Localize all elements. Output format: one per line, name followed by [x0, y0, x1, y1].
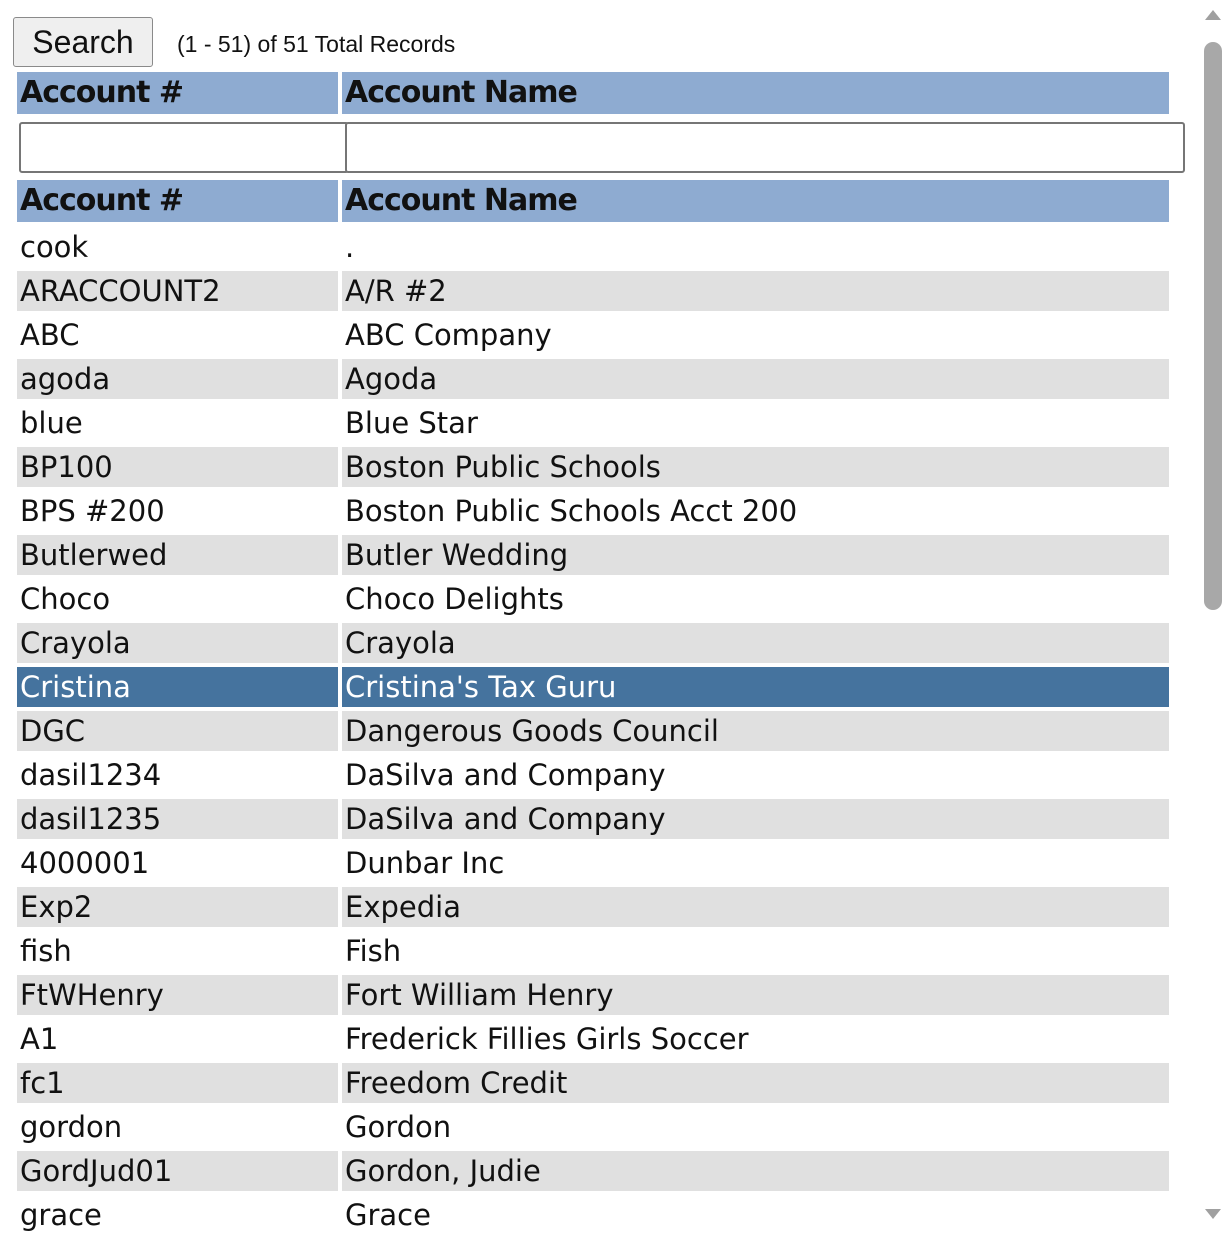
account-number-cell: grace	[20, 1198, 102, 1232]
account-number-cell: dasil1235	[17, 799, 338, 839]
account-name-cell: Dangerous Goods Council	[342, 711, 1169, 751]
vertical-scrollbar[interactable]	[1201, 0, 1225, 1229]
account-name-cell: Butler Wedding	[342, 535, 1169, 575]
table-row-selected[interactable]	[17, 667, 1169, 707]
account-number-cell: fish	[20, 934, 72, 968]
table-row[interactable]	[17, 1107, 1169, 1147]
table-row[interactable]	[17, 403, 1169, 443]
account-name-cell: ABC Company	[345, 318, 552, 352]
table-row[interactable]	[17, 227, 1169, 267]
table-row[interactable]	[17, 887, 1169, 927]
filter-header-account-name[interactable]: Account Name	[342, 72, 1169, 114]
scroll-up-arrow-icon[interactable]	[1205, 10, 1221, 20]
account-number-cell: GordJud01	[17, 1151, 338, 1191]
account-name-cell: Gordon	[345, 1110, 452, 1144]
account-number-cell: Butlerwed	[17, 535, 338, 575]
table-row[interactable]	[17, 799, 1169, 839]
table-row[interactable]	[17, 315, 1169, 355]
account-name-cell: Freedom Credit	[342, 1063, 1169, 1103]
table-row[interactable]	[17, 755, 1169, 795]
account-number-cell: BP100	[17, 447, 338, 487]
account-name-cell: Cristina's Tax Guru	[342, 667, 1169, 707]
account-number-cell: Choco	[20, 582, 111, 616]
account-number-cell: fc1	[17, 1063, 338, 1103]
account-name-cell: Boston Public Schools Acct 200	[345, 494, 798, 528]
scrollbar-thumb[interactable]	[1204, 42, 1222, 610]
account-number-cell: Cristina	[17, 667, 338, 707]
table-row[interactable]	[17, 711, 1169, 751]
account-number-cell: 4000001	[20, 846, 150, 880]
account-number-cell: ABC	[20, 318, 80, 352]
table-row[interactable]	[17, 491, 1169, 531]
filter-header	[17, 72, 1169, 114]
toolbar	[13, 17, 1173, 67]
table-row[interactable]	[17, 447, 1169, 487]
account-name-cell: Crayola	[342, 623, 1169, 663]
account-number-cell: ARACCOUNT2	[17, 271, 338, 311]
table-row[interactable]	[17, 1195, 1169, 1235]
account-number-cell: gordon	[20, 1110, 123, 1144]
account-number-cell: Exp2	[17, 887, 338, 927]
column-header-account-number[interactable]: Account #	[17, 180, 338, 222]
account-name-filter-input[interactable]	[345, 122, 1185, 173]
account-name-cell: .	[345, 230, 355, 264]
account-number-cell: A1	[20, 1022, 59, 1056]
table-row[interactable]	[17, 535, 1169, 575]
account-name-cell: Blue Star	[345, 406, 478, 440]
account-number-cell: agoda	[17, 359, 338, 399]
account-number-cell: Crayola	[17, 623, 338, 663]
table-row[interactable]	[17, 1063, 1169, 1103]
table-row[interactable]	[17, 623, 1169, 663]
filter-row	[19, 122, 1185, 173]
table-row[interactable]	[17, 579, 1169, 619]
scroll-down-arrow-icon[interactable]	[1205, 1209, 1221, 1219]
account-name-cell: Agoda	[342, 359, 1169, 399]
account-name-cell: Dunbar Inc	[345, 846, 505, 880]
account-number-cell: dasil1234	[20, 758, 162, 792]
account-list	[17, 227, 1169, 1239]
table-row[interactable]	[17, 975, 1169, 1015]
account-name-cell: DaSilva and Company	[342, 799, 1169, 839]
column-header-account-name[interactable]: Account Name	[342, 180, 1169, 222]
account-name-cell: Expedia	[342, 887, 1169, 927]
filter-header-account-number[interactable]: Account #	[17, 72, 338, 114]
account-number-cell: DGC	[17, 711, 338, 751]
table-row[interactable]	[17, 359, 1169, 399]
account-name-cell: Fort William Henry	[342, 975, 1169, 1015]
account-name-cell: Choco Delights	[345, 582, 564, 616]
table-row[interactable]	[17, 271, 1169, 311]
account-name-cell: A/R #2	[342, 271, 1169, 311]
account-name-cell: Frederick Fillies Girls Soccer	[345, 1022, 749, 1056]
table-row[interactable]	[17, 1151, 1169, 1191]
account-name-cell: Boston Public Schools	[342, 447, 1169, 487]
account-name-cell: Gordon, Judie	[342, 1151, 1169, 1191]
account-name-cell: Fish	[345, 934, 402, 968]
account-name-cell: Grace	[345, 1198, 431, 1232]
account-number-cell: blue	[20, 406, 83, 440]
record-count: (1 - 51) of 51 Total Records	[177, 31, 456, 57]
search-button[interactable]: Search	[13, 17, 153, 67]
table-header	[17, 180, 1169, 222]
account-number-filter-input[interactable]	[19, 122, 349, 173]
account-number-cell: FtWHenry	[17, 975, 338, 1015]
account-number-cell: BPS #200	[20, 494, 165, 528]
table-row[interactable]	[17, 1019, 1169, 1059]
table-row[interactable]	[17, 843, 1169, 883]
account-name-cell: DaSilva and Company	[345, 758, 666, 792]
table-row[interactable]	[17, 931, 1169, 971]
account-number-cell: cook	[20, 230, 89, 264]
